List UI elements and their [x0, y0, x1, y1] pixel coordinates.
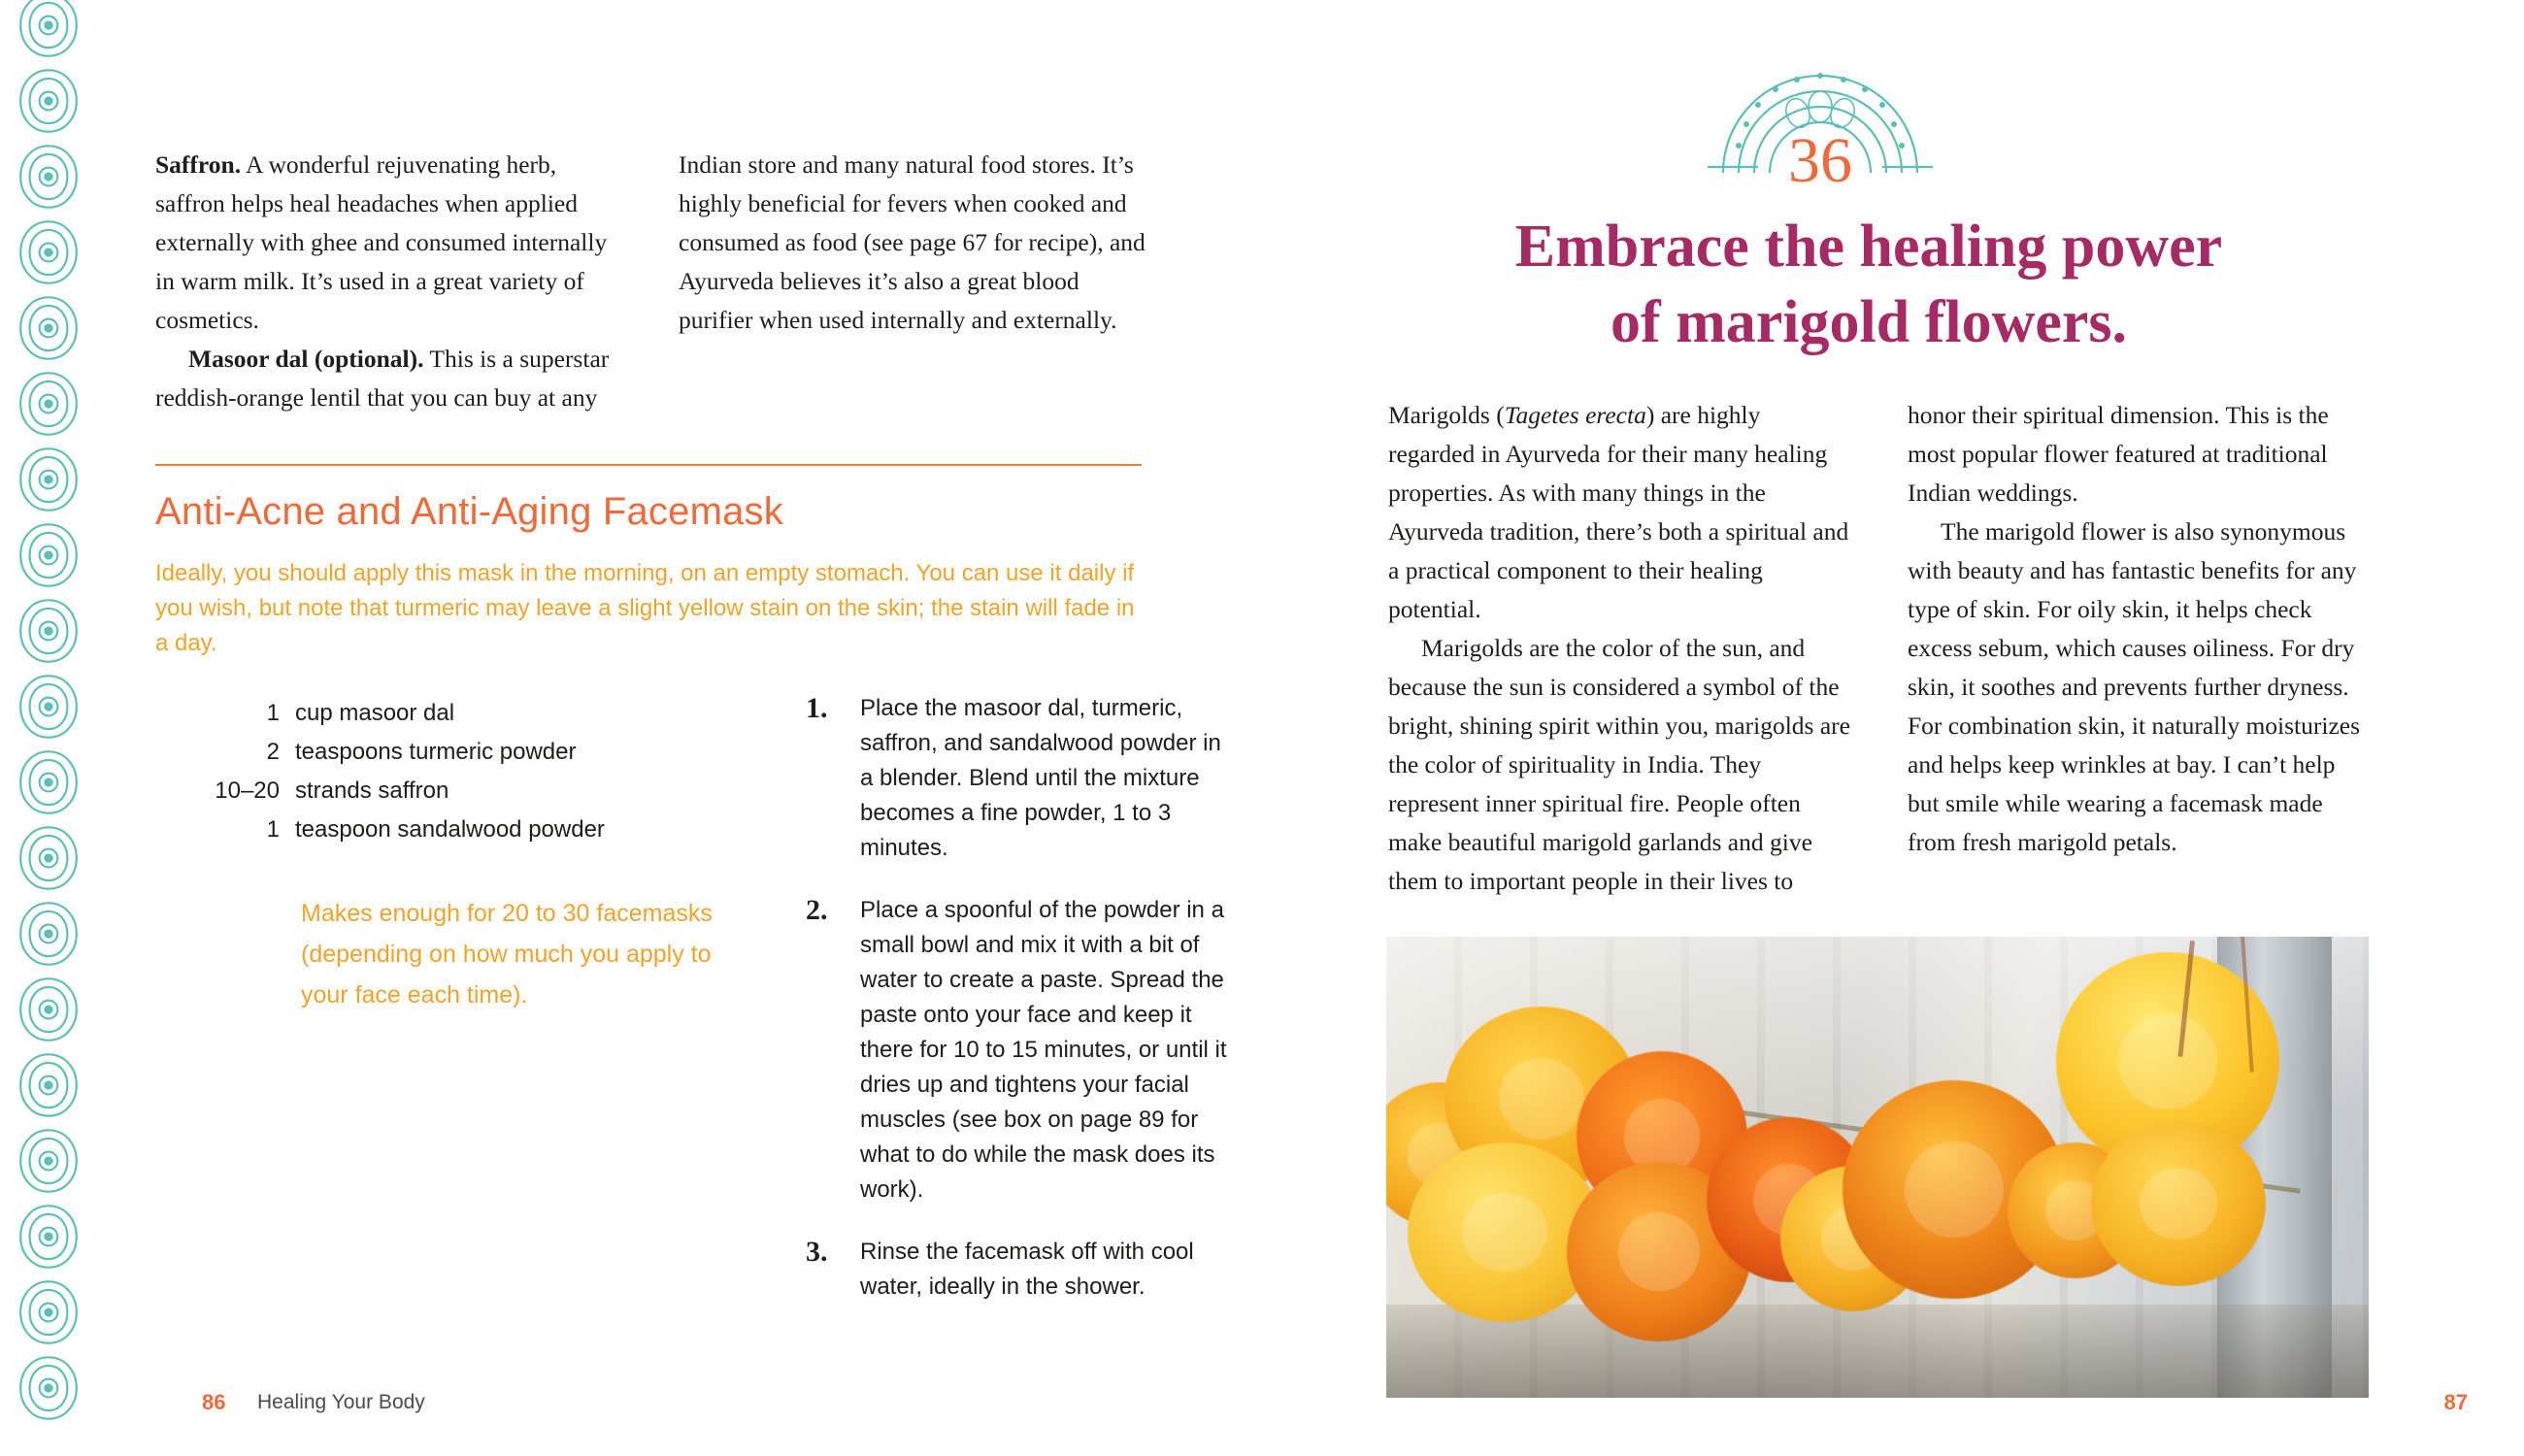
ingredient-name: teaspoon sandalwood powder [295, 816, 605, 843]
paragraph-marigold-beauty: The marigold flower is also synonymous with beauty and has fantastic benefits for any type of skin. For oily skin, it helps check excess sebum, which causes oiliness. For dry skin, it soothes and prevents further dryness. For combination skin, it naturally moisturizes and helps keep wrinkles at bay. I can’t help but smile while wearing a facemask made from fresh marigold petals. [1908, 517, 2361, 856]
paisley-motif-icon [14, 975, 83, 1044]
step-number: 3. [806, 1236, 828, 1268]
list-item [155, 733, 612, 772]
paisley-motif-icon [14, 293, 83, 363]
paisley-motif-icon [14, 1050, 83, 1120]
ingredient-name: cup masoor dal [295, 700, 455, 726]
paragraph-saffron [155, 146, 622, 340]
paisley-motif-icon [14, 0, 83, 60]
paisley-motif-icon [14, 596, 83, 666]
step-number: 1. [806, 692, 828, 724]
ingredient-quantity: 1 [266, 816, 280, 843]
recipe-note: Ideally, you should apply this mask in the morning, on an empty stomach. You can use it daily if you wish, but note that turmeric may leave a slight yellow stain on the skin; the stain will fade in a day. [155, 560, 1135, 656]
paisley-motif-icon [14, 369, 83, 439]
paragraph-marigold-intro: Marigolds (Tagetes erecta) are highly regarded in Ayurveda for their many healing properties. As with many things in the Ayurveda tradition, there’s both a spiritual and a practical component to their healing potential. [1388, 401, 1849, 623]
paisley-motif-icon [14, 672, 83, 742]
running-head-left: Healing Your Body [257, 1391, 425, 1413]
paisley-motif-icon [14, 1202, 83, 1272]
right-page [1359, 0, 2524, 1456]
paisley-motif-icon [14, 899, 83, 969]
paisley-motif-icon [14, 747, 83, 817]
paisley-motif-icon [14, 823, 83, 893]
list-item [155, 694, 612, 733]
recipe-title: Anti-Acne and Anti-Aging Facemask [155, 490, 783, 533]
recipe-yield-note: Makes enough for 20 to 30 facemasks (depending on how much you apply to your face each time). [301, 900, 713, 1009]
lead-in-saffron: Saffron. [155, 150, 242, 179]
ingredient-name: teaspoons turmeric powder [295, 739, 577, 765]
paragraph-masoor-dal-text: This is a superstar reddish-orange lentil that you can buy at any Indian store and many natural food stores. It’s highly beneficial for fevers when cooked and consumed as food (see page 67 for recipe), and Ayurveda believes it’s also a great blood purifier when used internally and externally. [155, 150, 1146, 412]
list-item [806, 893, 1233, 1208]
left-body-columns [155, 146, 1146, 417]
list-item [155, 811, 612, 849]
chapter-title-line-1: Embrace the healing power [1514, 214, 2223, 280]
ingredient-quantity: 2 [266, 739, 280, 765]
latin-name: Tagetes erecta [1504, 401, 1646, 429]
chapter-number: 36 [1788, 125, 1852, 196]
paisley-motif-icon [14, 1353, 83, 1423]
list-item [806, 691, 1233, 866]
list-item [806, 1235, 1233, 1305]
marigold-bloom [2091, 1121, 2266, 1286]
recipe-steps [806, 691, 1233, 1332]
page-title [1369, 209, 2369, 360]
paisley-motif-icon [14, 217, 83, 287]
photo-shadow-band [1386, 1305, 2369, 1398]
paisley-motif-icon [14, 1277, 83, 1347]
list-item [155, 772, 612, 811]
marigold-garland-photo [1386, 937, 2369, 1398]
step-text: Place the masoor dal, turmeric, saffron, and sandalwood powder in a blender. Blend until the mixture becomes a fine powder, 1 to 3 minutes. [860, 695, 1221, 861]
ingredient-list [155, 694, 612, 849]
step-text: Place a spoonful of the powder in a small bowl and mix it with a bit of water to create a paste. Spread the paste onto your face and keep it there for 10 to 15 minutes, or until it dries up and tightens your facial muscles (see box on page 89 for what to do while the mask does its work). [860, 897, 1227, 1203]
decorative-border-strip [0, 0, 97, 1456]
chapter-title-line-2: of marigold flowers. [1610, 289, 2128, 355]
paisley-motif-icon [14, 1126, 83, 1196]
paisley-motif-icon [14, 520, 83, 590]
step-number: 2. [806, 894, 828, 926]
right-body-columns [1388, 396, 2371, 901]
page-number-left: 86 [202, 1390, 226, 1414]
paragraph-marigold-sun: Marigolds are the color of the sun, and because the sun is considered a symbol of the bright, shining spirit within you, marigolds are the color of spirituality in India. They represent inner spiritual fire. People often make beautiful marigold garlands and give them to important people in their lives to honor their spiritual dimension. This is the most popular flower featured at traditional Indian weddings. [1388, 401, 2329, 895]
section-divider [155, 464, 1142, 466]
paisley-motif-icon [14, 66, 83, 136]
page-number-right: 87 [2443, 1390, 2468, 1414]
left-page [146, 0, 1227, 1456]
ingredient-quantity: 1 [266, 700, 280, 726]
paisley-motif-icon [14, 142, 83, 212]
ingredient-name: strands saffron [295, 778, 449, 804]
paragraph-saffron-text: A wonderful rejuvenating herb, saffron helps heal headaches when applied externally with ghee and consumed internally in warm milk. It’s used in a great variety of cosmetics. [155, 150, 608, 334]
lead-in-masoor-dal: Masoor dal (optional). [188, 345, 424, 373]
step-text: Rinse the facemask off with cool water, ideally in the shower. [860, 1239, 1194, 1300]
paisley-motif-icon [14, 445, 83, 514]
ingredient-quantity: 10–20 [215, 778, 280, 804]
